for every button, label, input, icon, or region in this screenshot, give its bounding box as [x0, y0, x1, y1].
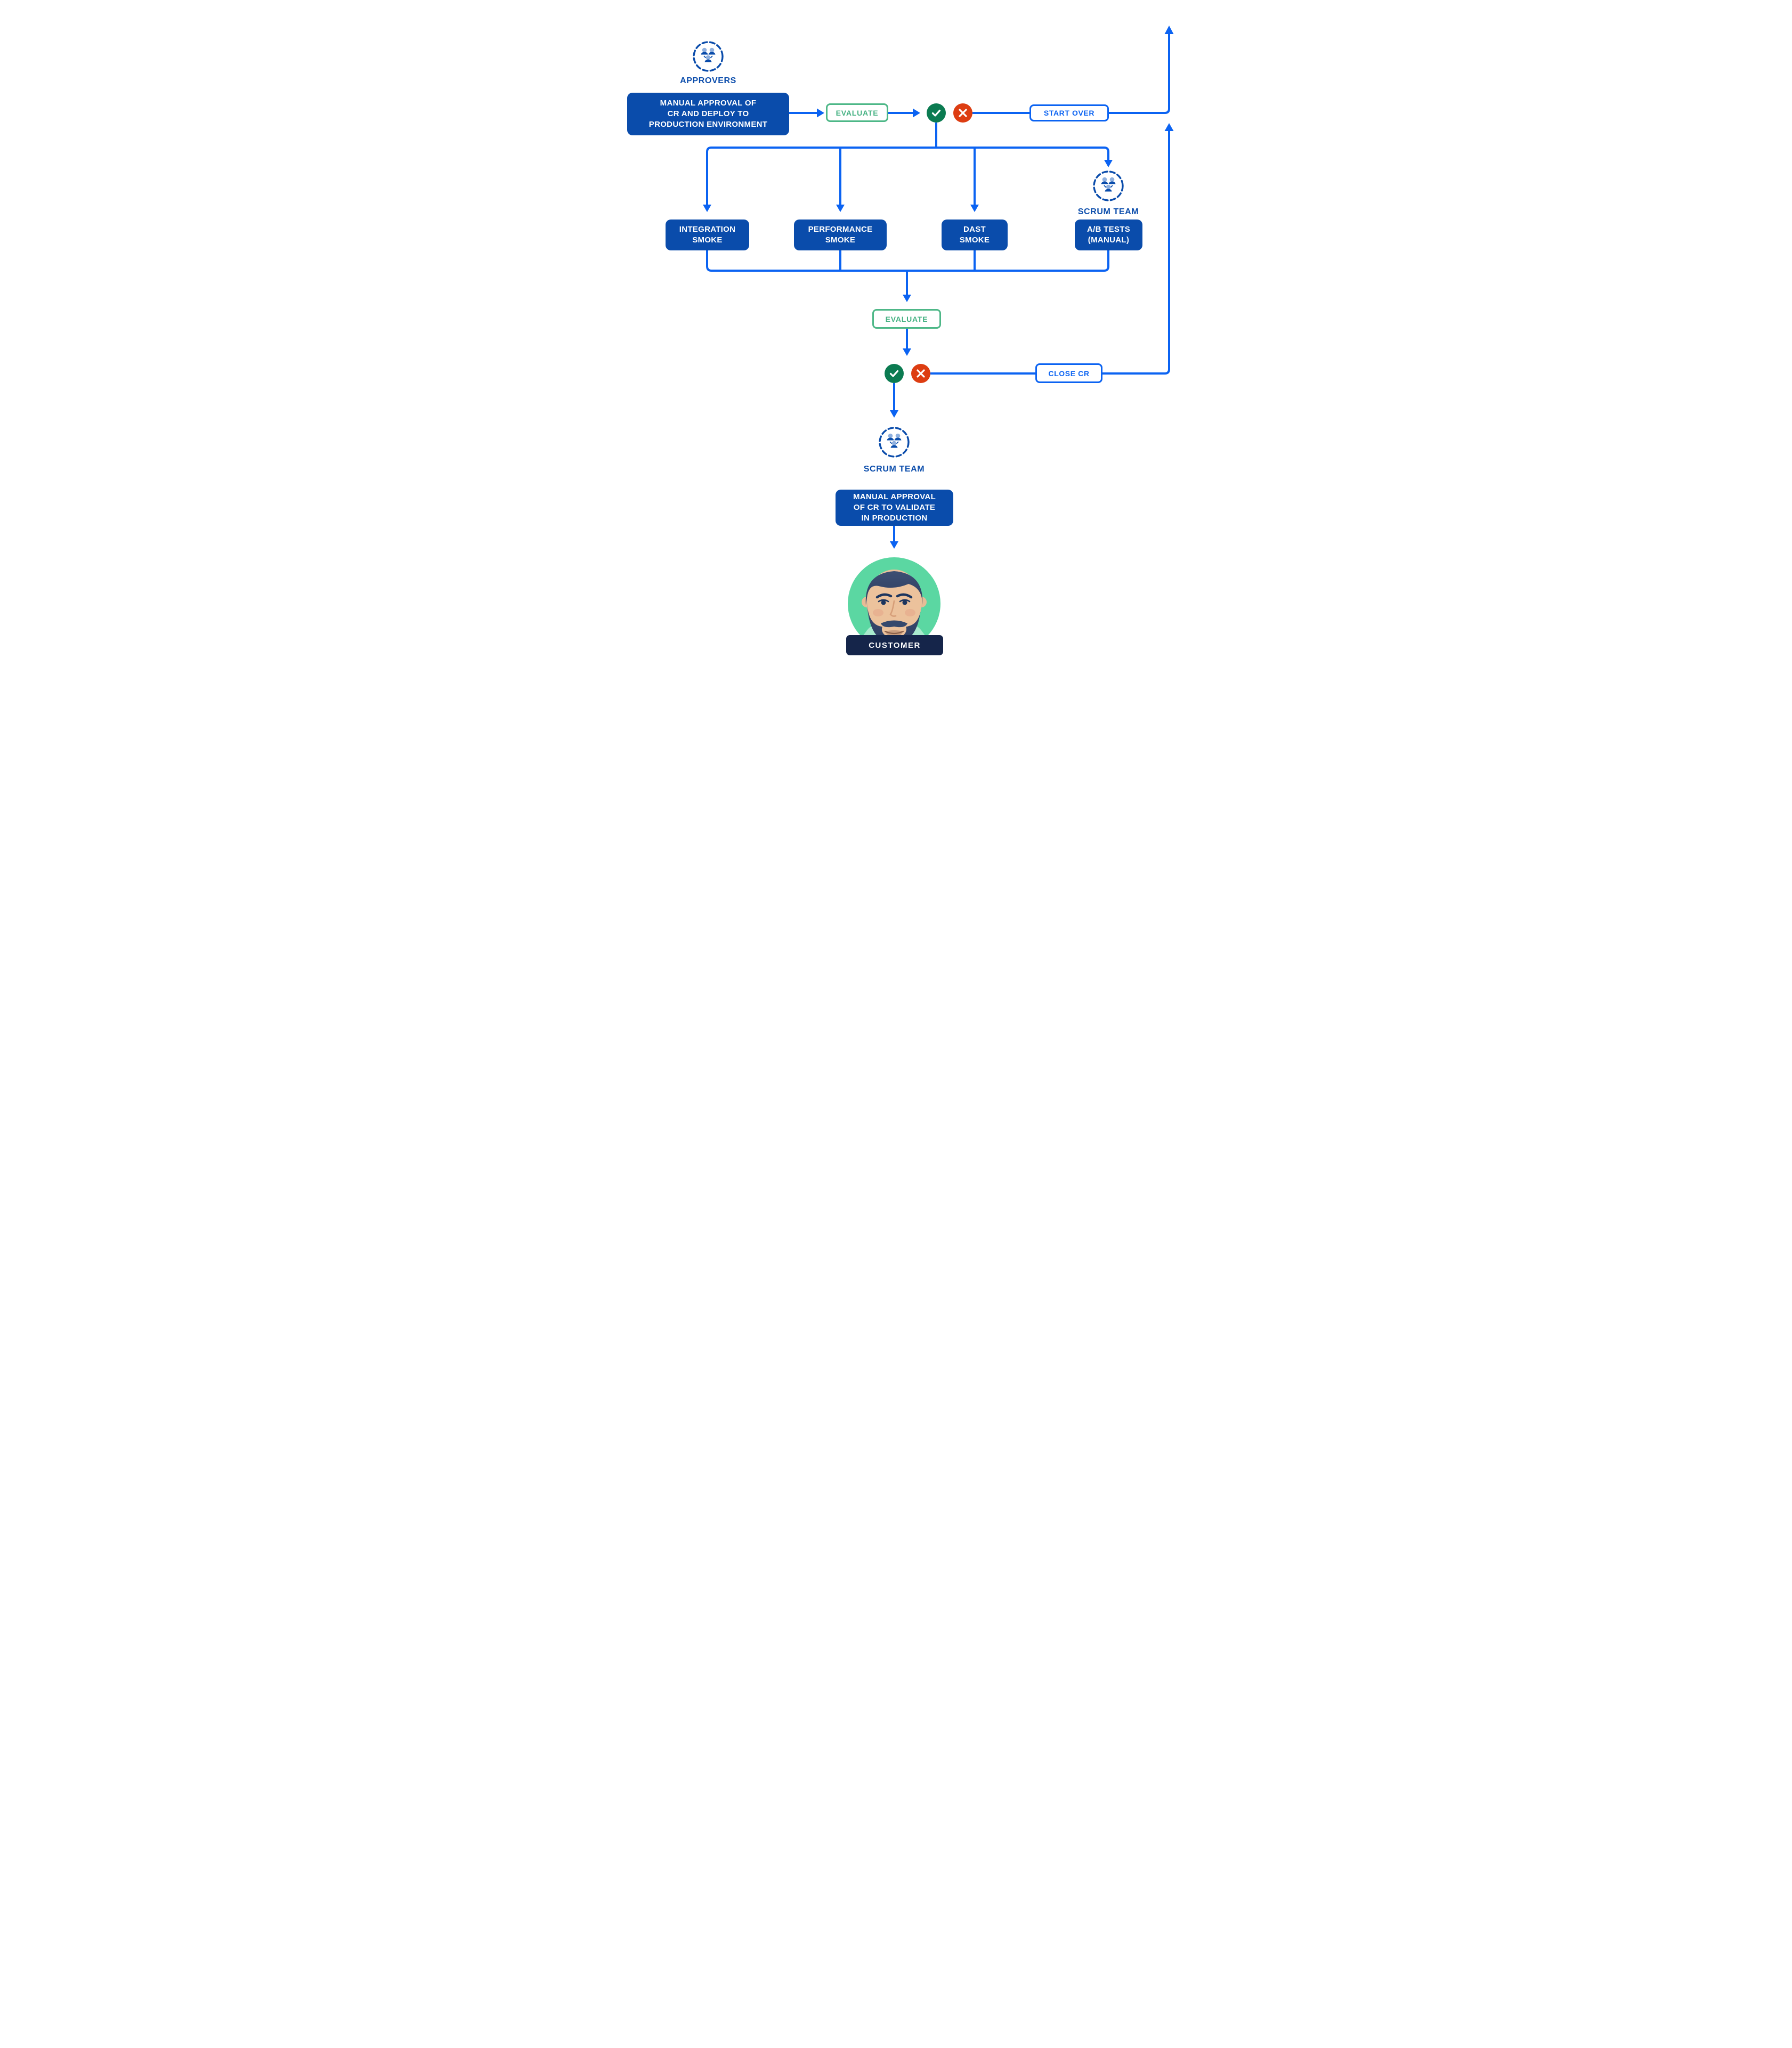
box-line: PRODUCTION ENVIRONMENT	[648, 120, 768, 129]
scrum-team-top-label: SCRUM TEAM	[1077, 207, 1139, 216]
box-line: DAST	[963, 225, 986, 234]
performance-smoke-box	[794, 220, 887, 250]
evaluate-2-box	[872, 309, 941, 329]
box-line: INTEGRATION	[679, 225, 736, 234]
approvers-label: APPROVERS	[680, 76, 736, 85]
evaluate-label: EVALUATE	[885, 314, 928, 323]
cross-icon	[911, 364, 930, 383]
cross-icon	[953, 103, 972, 123]
evaluate-label: EVALUATE	[836, 108, 879, 117]
check-icon	[885, 364, 904, 383]
box-line: MANUAL APPROVAL OF	[660, 99, 757, 108]
check-icon	[927, 103, 946, 123]
box-line: PERFORMANCE	[808, 225, 873, 234]
scrum-team-bottom-icon	[878, 426, 911, 459]
box-line: SMOKE	[692, 235, 723, 245]
manual-approval-deploy-box	[627, 93, 789, 135]
flow-diagram	[597, 0, 1195, 682]
box-line: (MANUAL)	[1088, 235, 1130, 245]
ab-tests-box	[1075, 220, 1142, 250]
box-line: A/B TESTS	[1086, 225, 1131, 234]
scrum-team-bottom-label: SCRUM TEAM	[863, 465, 925, 474]
manual-approval-validate-box	[836, 490, 953, 526]
customer-label-box	[846, 635, 943, 655]
approvers-team-icon	[692, 40, 725, 73]
integration-smoke-box	[666, 220, 749, 250]
customer-label: CUSTOMER	[869, 640, 921, 650]
evaluate-1-box	[826, 103, 888, 122]
close-cr-box	[1035, 363, 1102, 383]
box-line: MANUAL APPROVAL	[853, 492, 936, 501]
box-line: SMOKE	[825, 235, 856, 245]
box-line: IN PRODUCTION	[861, 514, 928, 523]
dast-smoke-box	[942, 220, 1008, 250]
scrum-team-top-icon	[1092, 169, 1125, 202]
start-over-box	[1029, 104, 1109, 121]
box-line: OF CR TO VALIDATE	[853, 503, 936, 512]
start-over-label: START OVER	[1043, 109, 1095, 117]
close-cr-label: CLOSE CR	[1048, 369, 1090, 378]
box-line: SMOKE	[959, 235, 990, 245]
box-line: CR AND DEPLOY TO	[667, 109, 749, 118]
